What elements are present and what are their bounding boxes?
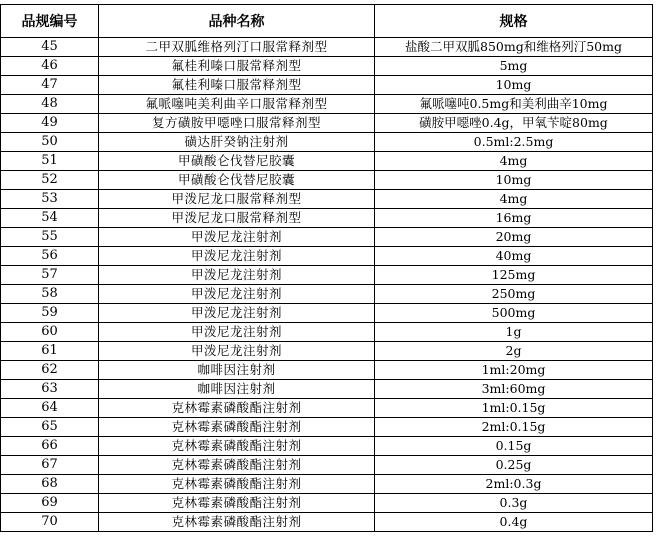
drug-name-cell: 甲泼尼龙注射剂	[99, 247, 375, 266]
drug-name-cell: 甲泼尼龙注射剂	[99, 342, 375, 361]
drug-name-cell: 甲泼尼龙注射剂	[99, 228, 375, 247]
specification-cell: 0.3g	[375, 494, 653, 513]
specification-cell: 5mg	[375, 57, 653, 76]
table-row	[1, 399, 653, 418]
header-specification: 规格	[375, 5, 653, 38]
table-row	[1, 171, 653, 190]
table-row	[1, 513, 653, 532]
drug-spec-table	[0, 4, 653, 532]
table-row	[1, 456, 653, 475]
item-code-cell: 46	[1, 57, 99, 76]
item-code-cell: 51	[1, 152, 99, 171]
item-code-cell: 60	[1, 323, 99, 342]
item-code-cell: 65	[1, 418, 99, 437]
table-row	[1, 114, 653, 133]
table-row	[1, 133, 653, 152]
table-row	[1, 247, 653, 266]
drug-name-cell: 克林霉素磷酸酯注射剂	[99, 399, 375, 418]
drug-name-cell: 甲泼尼龙口服常释剂型	[99, 209, 375, 228]
item-code-cell: 52	[1, 171, 99, 190]
table-row	[1, 209, 653, 228]
item-code-cell: 59	[1, 304, 99, 323]
specification-cell: 20mg	[375, 228, 653, 247]
item-code-cell: 49	[1, 114, 99, 133]
table-row	[1, 76, 653, 95]
drug-name-cell: 甲泼尼龙注射剂	[99, 266, 375, 285]
item-code-cell: 58	[1, 285, 99, 304]
drug-name-cell: 二甲双胍维格列汀口服常释剂型	[99, 38, 375, 57]
table-row	[1, 38, 653, 57]
drug-name-cell: 克林霉素磷酸酯注射剂	[99, 475, 375, 494]
drug-name-cell: 咖啡因注射剂	[99, 361, 375, 380]
drug-name-cell: 甲泼尼龙注射剂	[99, 285, 375, 304]
item-code-cell: 62	[1, 361, 99, 380]
item-code-cell: 57	[1, 266, 99, 285]
item-code-cell: 66	[1, 437, 99, 456]
table-row	[1, 494, 653, 513]
drug-name-cell: 磺达肝癸钠注射剂	[99, 133, 375, 152]
drug-name-cell: 甲泼尼龙注射剂	[99, 323, 375, 342]
drug-name-cell: 甲磺酸仑伐替尼胶囊	[99, 171, 375, 190]
specification-cell: 盐酸二甲双胍850mg和维格列汀50mg	[375, 38, 653, 57]
table-row	[1, 437, 653, 456]
specification-cell: 40mg	[375, 247, 653, 266]
item-code-cell: 53	[1, 190, 99, 209]
table-row	[1, 361, 653, 380]
specification-cell: 1ml:0.15g	[375, 399, 653, 418]
item-code-cell: 50	[1, 133, 99, 152]
drug-name-cell: 氟桂利嗪口服常释剂型	[99, 57, 375, 76]
specification-cell: 500mg	[375, 304, 653, 323]
specification-cell: 0.25g	[375, 456, 653, 475]
specification-cell: 1g	[375, 323, 653, 342]
specification-cell: 0.4g	[375, 513, 653, 532]
drug-name-cell: 克林霉素磷酸酯注射剂	[99, 418, 375, 437]
drug-name-cell: 克林霉素磷酸酯注射剂	[99, 437, 375, 456]
drug-name-cell: 克林霉素磷酸酯注射剂	[99, 494, 375, 513]
specification-cell: 3ml:60mg	[375, 380, 653, 399]
specification-cell: 0.5ml:2.5mg	[375, 133, 653, 152]
header-drug-name: 品种名称	[99, 5, 375, 38]
specification-cell: 磺胺甲噁唑0.4g，甲氧苄啶80mg	[375, 114, 653, 133]
specification-cell: 氟哌噻吨0.5mg和美利曲辛10mg	[375, 95, 653, 114]
table-row	[1, 418, 653, 437]
specification-cell: 10mg	[375, 76, 653, 95]
item-code-cell: 47	[1, 76, 99, 95]
table-row	[1, 152, 653, 171]
item-code-cell: 48	[1, 95, 99, 114]
table-row	[1, 228, 653, 247]
table-row	[1, 380, 653, 399]
item-code-cell: 67	[1, 456, 99, 475]
item-code-cell: 61	[1, 342, 99, 361]
table-row	[1, 190, 653, 209]
table-header-row	[1, 5, 653, 38]
drug-spec-document	[0, 4, 652, 532]
table-row	[1, 342, 653, 361]
table-row	[1, 266, 653, 285]
item-code-cell: 64	[1, 399, 99, 418]
specification-cell: 4mg	[375, 152, 653, 171]
item-code-cell: 54	[1, 209, 99, 228]
specification-cell: 2ml:0.15g	[375, 418, 653, 437]
drug-name-cell: 克林霉素磷酸酯注射剂	[99, 456, 375, 475]
specification-cell: 2ml:0.3g	[375, 475, 653, 494]
drug-name-cell: 甲泼尼龙口服常释剂型	[99, 190, 375, 209]
specification-cell: 0.15g	[375, 437, 653, 456]
table-row	[1, 57, 653, 76]
header-item-code: 品规编号	[1, 5, 99, 38]
specification-cell: 125mg	[375, 266, 653, 285]
drug-name-cell: 咖啡因注射剂	[99, 380, 375, 399]
drug-name-cell: 甲磺酸仑伐替尼胶囊	[99, 152, 375, 171]
item-code-cell: 68	[1, 475, 99, 494]
item-code-cell: 69	[1, 494, 99, 513]
item-code-cell: 70	[1, 513, 99, 532]
table-row	[1, 95, 653, 114]
table-row	[1, 304, 653, 323]
item-code-cell: 56	[1, 247, 99, 266]
table-row	[1, 475, 653, 494]
specification-cell: 4mg	[375, 190, 653, 209]
specification-cell: 1ml:20mg	[375, 361, 653, 380]
item-code-cell: 45	[1, 38, 99, 57]
drug-name-cell: 复方磺胺甲噁唑口服常释剂型	[99, 114, 375, 133]
specification-cell: 10mg	[375, 171, 653, 190]
drug-name-cell: 甲泼尼龙注射剂	[99, 304, 375, 323]
specification-cell: 16mg	[375, 209, 653, 228]
drug-name-cell: 氟哌噻吨美利曲辛口服常释剂型	[99, 95, 375, 114]
drug-name-cell: 氟桂利嗪口服常释剂型	[99, 76, 375, 95]
item-code-cell: 63	[1, 380, 99, 399]
table-row	[1, 323, 653, 342]
drug-name-cell: 克林霉素磷酸酯注射剂	[99, 513, 375, 532]
table-row	[1, 285, 653, 304]
specification-cell: 250mg	[375, 285, 653, 304]
item-code-cell: 55	[1, 228, 99, 247]
specification-cell: 2g	[375, 342, 653, 361]
